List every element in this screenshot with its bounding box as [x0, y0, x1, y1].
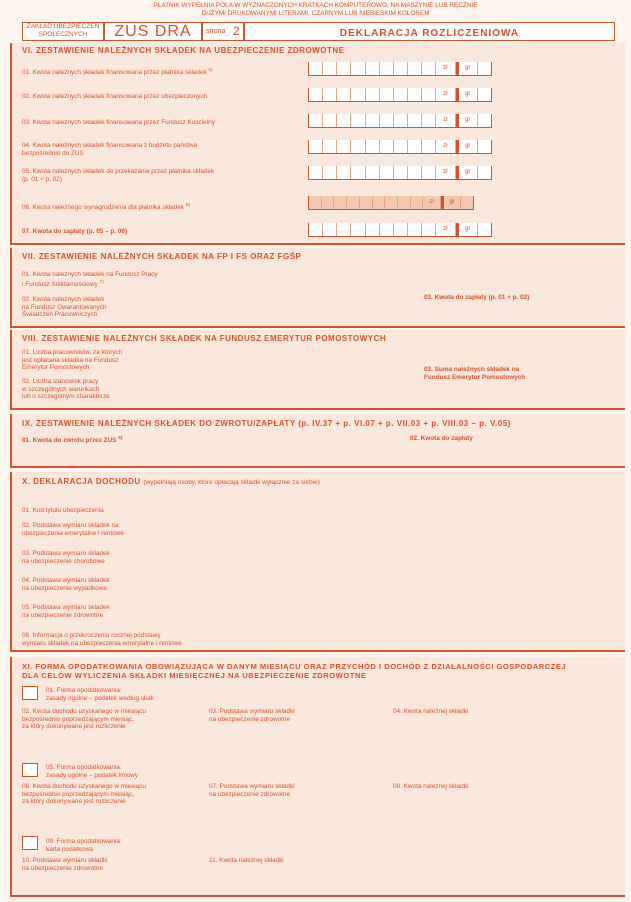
s6-r1-amount-zl-label: zł [436, 62, 455, 75]
s6-r4-amount-digit[interactable] [422, 140, 436, 153]
form-code: ZUS DRA [114, 23, 192, 40]
s11-r4-label: 04. Kwota należnej składki [393, 708, 469, 715]
s8-r1-label: 01. Liczba pracowników, za których jest opłacana składka na Fundusz Emerytur Pomostowych [22, 349, 123, 372]
s6-r7-amount-digit[interactable] [394, 223, 408, 236]
s6-r1-amount-digit[interactable] [380, 62, 394, 75]
s6-r7-amount-gr-label: gr [459, 223, 478, 236]
s6-r5-label: 05. Kwota należnych składek do przekazania przez płatnika składek (p. 01 + p. 02) [22, 168, 215, 183]
s11-tax-form-scale-checkbox[interactable] [22, 686, 38, 700]
s6-r7-amount-digit[interactable] [380, 223, 394, 236]
doc-title: DEKLARACJA ROZLICZENIOWA [339, 28, 520, 39]
s6-r2-label: 02. Kwota należnych składek finansowana przez ubezpieczonych [22, 93, 208, 100]
s6-r5-amount-zl-label: zł [436, 166, 455, 179]
s6-r5-amount-gr-digit[interactable] [478, 166, 491, 179]
doc-title-box [244, 22, 615, 41]
s6-r3-amount-digit[interactable] [366, 114, 380, 127]
s6-r7-amount-digit[interactable] [408, 223, 422, 236]
s6-r4-amount-digit[interactable] [380, 140, 394, 153]
s11-r7-label: 07. Podstawa wymiaru składki na ubezpieczenie zdrowotne [209, 783, 295, 798]
s10-r5-label: 05. Podstawa wymiaru składek na ubezpieczenie zdrowotne [22, 604, 110, 619]
section-viii-title: VIII. ZESTAWIENIE NALEŻNYCH SKŁADEK NA FUNDUSZ EMERYTUR POMOSTOWYCH [22, 334, 387, 343]
s6-r5-amount-digit[interactable] [380, 166, 394, 179]
s6-r2-amount-digit[interactable] [309, 88, 323, 101]
s6-r6-amount-digit[interactable] [347, 196, 360, 209]
form-code-box [104, 22, 202, 41]
s6-r6-label: 06. Kwota należnego wynagrodzenia dla płatnika składek $^{6)}$ [22, 203, 191, 212]
s8-r3-label: 03. Suma należnych składek na Fundusz Emerytur Pomostowych [424, 366, 526, 381]
s11-r3-label: 03. Podstawa wymiaru składki na ubezpieczenie zdrowotne [209, 708, 295, 723]
s6-r6-amount-digit[interactable] [309, 196, 322, 209]
s6-r4-amount-zl-label: zł [436, 140, 455, 153]
s6-r5-amount-digit[interactable] [309, 166, 323, 179]
s6-r5-amount-digit[interactable] [351, 166, 365, 179]
s11-tax-form-linear-checkbox[interactable] [22, 763, 38, 777]
s7-r3-label: 03. Kwota do zapłaty (p. 01 + p. 02) [424, 294, 530, 301]
s6-r4-amount-gr-digit[interactable] [478, 140, 491, 153]
s6-r4-amount-digit[interactable] [337, 140, 351, 153]
s6-r3-amount-digit[interactable] [408, 114, 422, 127]
s6-r5-amount-digit[interactable] [422, 166, 436, 179]
institution-box [22, 22, 104, 41]
s11-r10-label: 10. Podstawa wymiaru składki na ubezpieczenie zdrowotne [22, 857, 108, 872]
s11-r9-label: 09. Forma opodatkowania: karta podatkowa [46, 838, 122, 853]
form-instructions-line1: PŁATNIK WYPEŁNIA POLA W WYZNACZONYCH KRATKACH KOMPUTEROWO, NA MASZYNIE LUB RĘCZNIE [153, 2, 478, 9]
s6-r1-label: 01. Kwota należnych składek finansowana przez płatnika składek $^{5)}$ [22, 68, 213, 77]
s6-r3-amount-digit[interactable] [323, 114, 337, 127]
section-vi-title: VI. ZESTAWIENIE NALEŻNYCH SKŁADEK NA UBEZPIECZENIE ZDROWOTNE [22, 46, 345, 55]
s6-r4-label: 04. Kwota należnych składek finansowana z budżetu państwa bezpośrednio do ZUS [22, 142, 198, 157]
s6-r7-amount-digit[interactable] [422, 223, 436, 236]
section-ix-title: IX. ZESTAWIENIE NALEŻNYCH SKŁADEK DO ZWROTU/ZAPŁATY (p. IV.37 + p. VI.07 + p. VII.03 + p. VIII.03 – p. V.05) [22, 419, 511, 428]
s6-r2-amount-digit[interactable] [408, 88, 422, 101]
s6-r1-amount[interactable] [308, 62, 492, 76]
s6-r7-amount-gr-digit[interactable] [478, 223, 491, 236]
section-xi-title: XI. FORMA OPODATKOWANIA OBOWIĄZUJĄCA W DANYM MIESIĄCU ORAZ PRZYCHÓD I DOCHÓD Z DZIAŁALNOŚCI GOSPODARCZEJ DLA CELÓW WYLICZENIA SKŁADKI MIESIĘCZNEJ NA UBEZPIECZENIE ZDROWOTNE [22, 662, 567, 680]
s6-r6-amount-digit[interactable] [322, 196, 335, 209]
s6-r5-amount-digit[interactable] [408, 166, 422, 179]
s11-r6-label: 06. Kwota dochodu uzyskanego w miesiącu bezpośrednio poprzedzającym miesiąc, za który dokonywane jest rozliczenie [22, 783, 146, 806]
s6-r4-amount[interactable] [308, 140, 492, 154]
s6-r6-amount-digit[interactable] [385, 196, 398, 209]
s6-r3-amount-digit[interactable] [309, 114, 323, 127]
s6-r7-amount[interactable] [308, 223, 492, 237]
s6-r2-amount-digit[interactable] [366, 88, 380, 101]
s6-r5-amount-digit[interactable] [394, 166, 408, 179]
s6-r4-amount-digit[interactable] [394, 140, 408, 153]
s6-r4-amount-digit[interactable] [408, 140, 422, 153]
section-vii-title: VII. ZESTAWIENIE NALEŻNYCH SKŁADEK NA FP I FS ORAZ FGŚP [22, 252, 302, 261]
s6-r5-amount[interactable] [308, 166, 492, 180]
form-instructions-line2: DUŻYMI DRUKOWANYMI LITERAMI, CZARNYM LUB NIEBIESKIM KOLOREM [201, 9, 430, 17]
s6-r7-amount-digit[interactable] [309, 223, 323, 236]
s6-r3-amount-zl-label: zł [436, 114, 455, 127]
s11-r2-label: 02. Kwota dochodu uzyskanego w miesiącu bezpośrednio poprzedzającym miesiąc, za który dokonywane jest rozliczenie [22, 708, 146, 731]
s6-r7-amount-digit[interactable] [351, 223, 365, 236]
s6-r1-amount-digit[interactable] [394, 62, 408, 75]
s6-r1-amount-digit[interactable] [366, 62, 380, 75]
s6-r7-amount-digit[interactable] [323, 223, 337, 236]
s6-r3-amount-digit[interactable] [351, 114, 365, 127]
s6-r7-label: 07. Kwota do zapłaty (p. 05 – p. 06) [22, 228, 128, 235]
s6-r2-amount-digit[interactable] [422, 88, 436, 101]
page-label: strona [206, 28, 226, 35]
s6-r3-amount-digit[interactable] [337, 114, 351, 127]
s6-r6-amount-gr-label: gr [444, 196, 461, 209]
s6-r2-amount-gr-label: gr [459, 88, 478, 101]
s6-r6-amount-digit[interactable] [373, 196, 386, 209]
s6-r1-amount-gr-digit[interactable] [478, 62, 491, 75]
s6-r2-amount[interactable] [308, 88, 492, 102]
s6-r7-amount-digit[interactable] [366, 223, 380, 236]
s6-r6-amount-digit[interactable] [411, 196, 424, 209]
s7-r2-label: 02. Kwota należnych składek na Fundusz Gwarantowanych Świadczeń Pracowniczych [22, 296, 107, 319]
s6-r4-amount-digit[interactable] [309, 140, 323, 153]
s6-r1-amount-digit[interactable] [323, 62, 337, 75]
s6-r6-amount-digit[interactable] [398, 196, 411, 209]
s9-r2-label: 02. Kwota do zapłaty [410, 435, 473, 442]
s6-r4-amount-digit[interactable] [323, 140, 337, 153]
s6-r3-label: 03. Kwota należnych składek finansowana przez Fundusz Kościelny [22, 119, 215, 126]
s11-r1-label: 01. Forma opodatkowania: zasady ogólne – podatek według skali [46, 687, 154, 702]
s9-r1-label: 01. Kwota do zwrotu przez ZUS $^{5)}$ [22, 436, 123, 445]
s6-r3-amount-gr-label: gr [459, 114, 478, 127]
s8-r2-label: 02. Liczba stanowisk pracy w szczególnych warunkach lub o szczególnym charakterze [22, 378, 110, 401]
s6-r7-amount-digit[interactable] [337, 223, 351, 236]
form-instructions [0, 2, 631, 17]
s6-r1-amount-digit[interactable] [422, 62, 436, 75]
s10-r3-label: 03. Podstawa wymiaru składek na ubezpieczenie chorobowe [22, 550, 110, 565]
s6-r4-amount-digit[interactable] [366, 140, 380, 153]
s11-r5-label: 05. Forma opodatkowania: zasady ogólne – podatek liniowy [46, 764, 139, 779]
s6-r3-amount-digit[interactable] [422, 114, 436, 127]
s11-r8-label: 08. Kwota należnej składki [393, 783, 469, 790]
s6-r3-amount-gr-digit[interactable] [478, 114, 491, 127]
s6-r1-amount-digit[interactable] [309, 62, 323, 75]
s10-r6-label: 06. Informacja o przekroczeniu rocznej podstawy wymiaru składek na ubezpieczenia emerytalne i rentowe [22, 632, 182, 647]
s6-r5-amount-digit[interactable] [366, 166, 380, 179]
s6-r6-amount-digit[interactable] [334, 196, 347, 209]
s7-r1-label: 01. Kwota należnych składek na Fundusz Pracy i Fundusz Solidarnościowy $^{7)}$ [22, 271, 158, 288]
s11-r11-label: 11. Kwota należnej składki [209, 857, 284, 864]
s6-r7-amount-zl-label: zł [436, 223, 455, 236]
s6-r5-amount-digit[interactable] [323, 166, 337, 179]
s6-r2-amount-zl-label: zł [436, 88, 455, 101]
s6-r3-amount-digit[interactable] [380, 114, 394, 127]
s6-r2-amount-digit[interactable] [394, 88, 408, 101]
section-x-title: X. DEKLARACJA DOCHODU (wypełniają osoby, które opłacają składki wyłącznie za siebie) [22, 477, 320, 486]
s6-r6-amount-gr-digit[interactable] [461, 196, 473, 209]
s6-r6-amount-zl-label: zł [423, 196, 440, 209]
s6-r3-amount[interactable] [308, 114, 492, 128]
s6-r4-amount-digit[interactable] [351, 140, 365, 153]
s6-r4-amount-gr-label: gr [459, 140, 478, 153]
s6-r1-amount-gr-label: gr [459, 62, 478, 75]
s6-r2-amount-digit[interactable] [351, 88, 365, 101]
s6-r2-amount-digit[interactable] [380, 88, 394, 101]
s6-r2-amount-digit[interactable] [337, 88, 351, 101]
s6-r1-amount-digit[interactable] [408, 62, 422, 75]
institution-name: ZAKŁAD UBEZPIECZEŃ SPOŁECZNYCH [26, 23, 100, 38]
s6-r3-amount-digit[interactable] [394, 114, 408, 127]
s10-r2-label: 02. Podstawa wymiaru składek na ubezpieczenia emerytalne i rentowe [22, 522, 124, 537]
s6-r5-amount-digit[interactable] [337, 166, 351, 179]
s6-r2-amount-digit[interactable] [323, 88, 337, 101]
page-number: 2 [233, 24, 240, 38]
s6-r6-amount[interactable] [308, 196, 474, 210]
page-box [202, 22, 244, 41]
s6-r2-amount-gr-digit[interactable] [478, 88, 491, 101]
s6-r6-amount-digit[interactable] [360, 196, 373, 209]
s6-r5-amount-gr-label: gr [459, 166, 478, 179]
s11-tax-form-card-checkbox[interactable] [22, 836, 38, 850]
s6-r1-amount-digit[interactable] [337, 62, 351, 75]
s10-r1-label: 01. Kod tytułu ubezpieczenia [22, 507, 104, 514]
s6-r1-amount-digit[interactable] [351, 62, 365, 75]
s10-r4-label: 04. Podstawa wymiaru składek na ubezpieczenie wypadkowe [22, 577, 110, 592]
